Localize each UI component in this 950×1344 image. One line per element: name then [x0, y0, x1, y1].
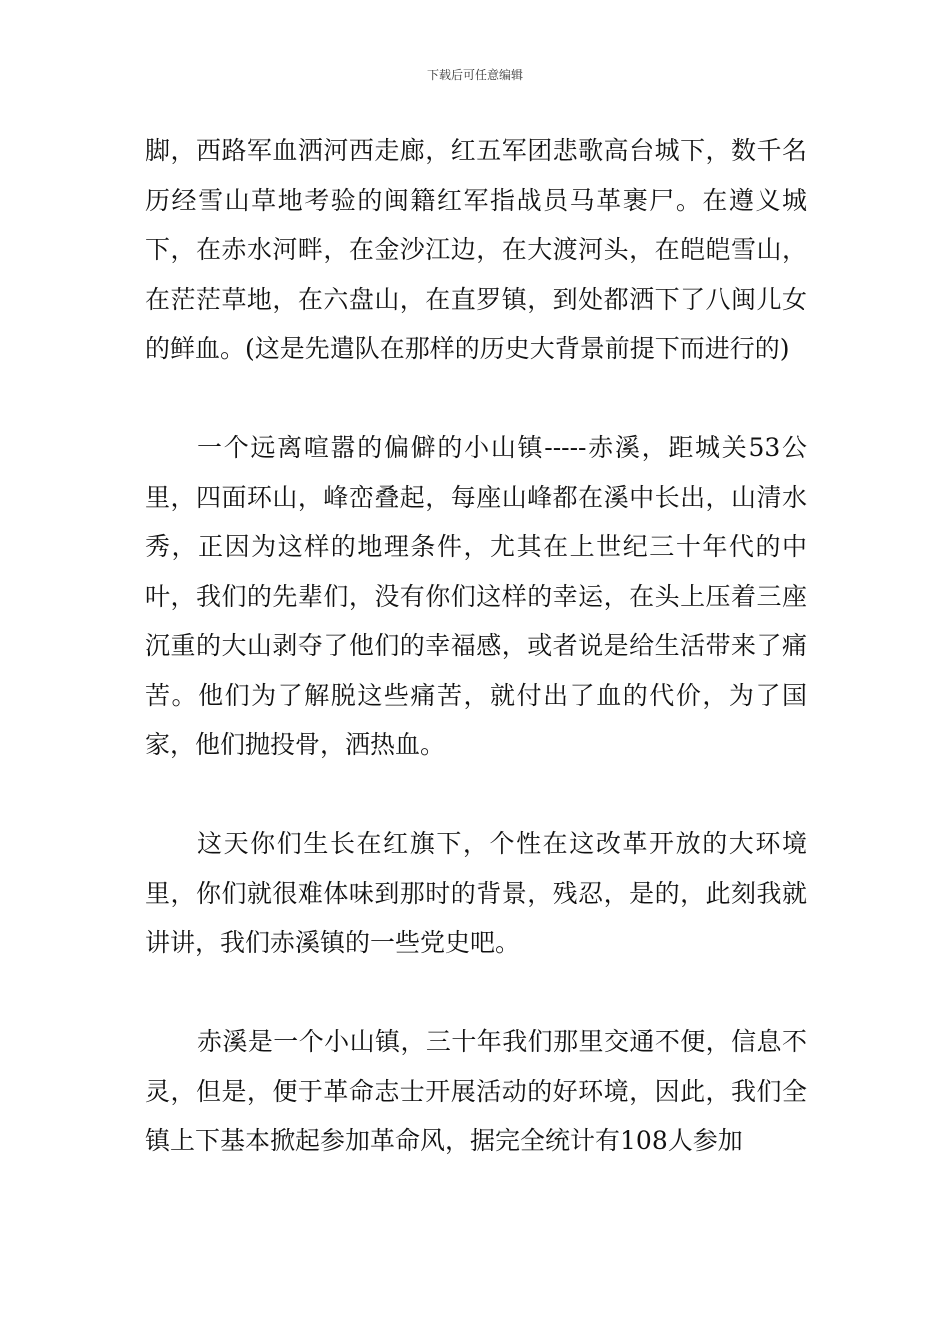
paragraph-4: 赤溪是一个小山镇，三十年我们那里交通不便，信息不灵，但是，便于革命志士开展活动的好环境，因此，我们全镇上下基本掀起参加革命风，据完全统计有108人参加: [145, 1027, 807, 1155]
paragraph-1: 脚，西路军血洒河西走廊，红五军团悲歌高台城下，数千名历经雪山草地考验的闽籍红军指战员马革裹尸。在遵义城下，在赤水河畔，在金沙江边，在大渡河头，在皑皑雪山，在茫茫草地，在六盘山，在直罗镇，到处都洒下了八闽儿女的鲜血。(这是先遣队在那样的历史大背景前提下而进行的): [145, 136, 807, 363]
paragraph-3: 这天你们生长在红旗下，个性在这改革开放的大环境里，你们就很难体味到那时的背景，残忍，是的，此刻我就讲讲，我们赤溪镇的一些党史吧。: [145, 829, 807, 957]
paragraph-spacer: [145, 770, 807, 820]
document-body: [145, 126, 807, 1166]
paragraph-spacer: [145, 374, 807, 424]
page-header: 下载后可任意编辑: [426, 68, 523, 82]
paragraph-spacer: [145, 968, 807, 1018]
paragraph-2: 一个远离喧嚣的偏僻的小山镇-----赤溪，距城关53公里，四面环山，峰峦叠起，每座山峰都在溪中长出，山清水秀，正因为这样的地理条件，尤其在上世纪三十年代的中叶，我们的先辈们，没有你们这样的幸运，在头上压着三座沉重的大山剥夺了他们的幸福感，或者说是给生活带来了痛苦。他们为了解脱这些痛苦，就付出了血的代价，为了国家，他们抛投骨，洒热血。: [145, 433, 807, 759]
